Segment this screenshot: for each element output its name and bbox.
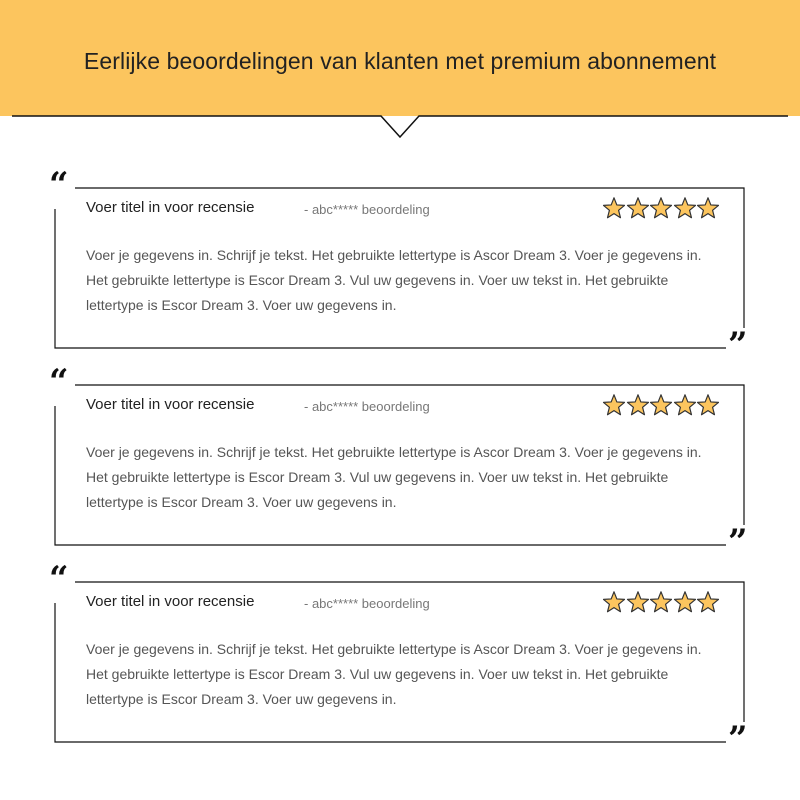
star-icon (602, 196, 626, 220)
down-pointer-icon (381, 116, 419, 137)
star-icon (602, 393, 626, 417)
star-icon (649, 196, 673, 220)
close-quote-icon: ” (728, 325, 748, 365)
star-icon (626, 590, 650, 614)
review-card (48, 165, 752, 365)
star-icon (673, 590, 697, 614)
review-title: Voer titel in voor recensie (86, 396, 255, 413)
open-quote-icon: “ (49, 559, 69, 599)
close-quote-icon: ” (728, 719, 748, 759)
close-quote-icon: ” (728, 522, 748, 562)
star-icon (602, 590, 626, 614)
header-divider (0, 0, 800, 140)
star-icon (673, 196, 697, 220)
star-icon (626, 393, 650, 417)
review-card (48, 559, 752, 759)
review-body: Voer je gegevens in. Schrijf je tekst. Het gebruikte lettertype is Ascor Dream 3. Voer je gegevens in. Het gebruikte lettertype is Escor Dream 3. Vul uw gegevens in. Voer uw tekst in. Het gebruikte lettertype is Escor Dream 3. Voer uw gegevens in. (86, 444, 702, 510)
star-icon (696, 196, 720, 220)
review-meta: - abc***** beoordeling (304, 596, 430, 611)
star-icon (649, 590, 673, 614)
open-quote-icon: “ (49, 165, 69, 205)
page-title: Eerlijke beoordelingen van klanten met premium abonnement (83, 48, 717, 74)
review-body: Voer je gegevens in. Schrijf je tekst. Het gebruikte lettertype is Ascor Dream 3. Voer je gegevens in. Het gebruikte lettertype is Escor Dream 3. Vul uw gegevens in. Voer uw tekst in. Het gebruikte lettertype is Escor Dream 3. Voer uw gegevens in. (86, 247, 702, 313)
star-icon (696, 590, 720, 614)
review-body: Voer je gegevens in. Schrijf je tekst. Het gebruikte lettertype is Ascor Dream 3. Voer je gegevens in. Het gebruikte lettertype is Escor Dream 3. Vul uw gegevens in. Voer uw tekst in. Het gebruikte lettertype is Escor Dream 3. Voer uw gegevens in. (86, 641, 702, 707)
review-meta: - abc***** beoordeling (304, 399, 430, 414)
review-card (48, 362, 752, 562)
review-meta: - abc***** beoordeling (304, 202, 430, 217)
star-icon (673, 393, 697, 417)
star-icon (649, 393, 673, 417)
star-icon (696, 393, 720, 417)
star-icon (626, 196, 650, 220)
open-quote-icon: “ (49, 362, 69, 402)
review-title: Voer titel in voor recensie (86, 593, 255, 610)
review-title: Voer titel in voor recensie (86, 199, 255, 216)
